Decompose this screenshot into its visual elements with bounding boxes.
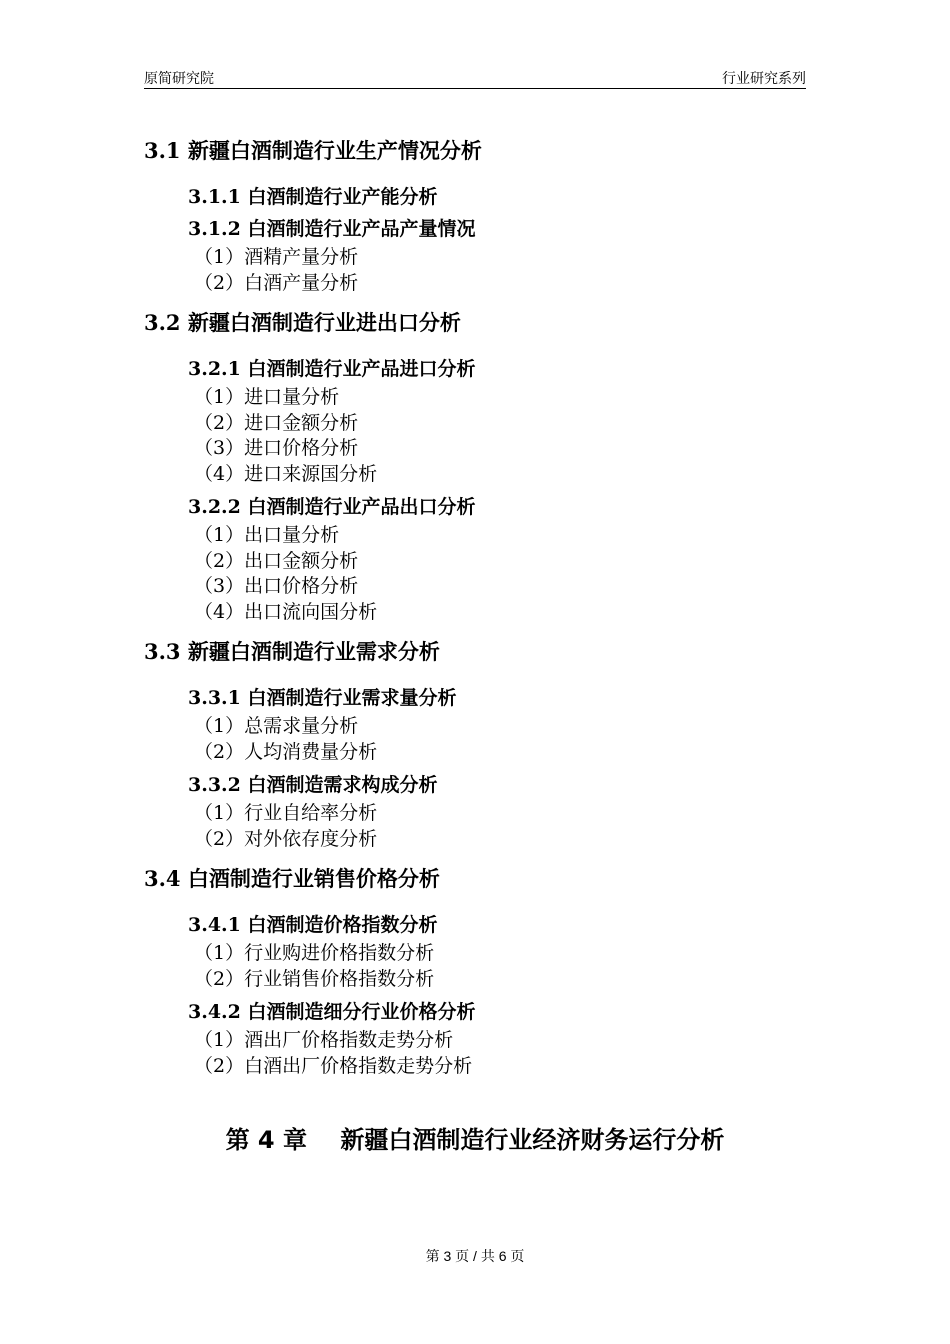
subsection-heading: 3.2.2 白酒制造行业产品出口分析	[188, 496, 476, 518]
toc-item: （1）行业购进价格指数分析	[194, 942, 435, 964]
subsection-heading: 3.4.1 白酒制造价格指数分析	[188, 914, 438, 936]
toc-item: （1）酒精产量分析	[194, 246, 359, 268]
toc-item: （2）进口金额分析	[194, 411, 359, 434]
toc-item: （3）进口价格分析	[194, 437, 359, 459]
section-heading: 3.1 新疆白酒制造行业生产情况分析	[144, 138, 482, 163]
toc-item: （2）行业销售价格指数分析	[194, 967, 435, 990]
toc-item: （3）出口价格分析	[194, 575, 359, 597]
header-publisher: 原简研究院	[144, 70, 214, 86]
subsection-heading: 3.1.2 白酒制造行业产品产量情况	[188, 218, 476, 240]
toc-item: （1）总需求量分析	[194, 715, 359, 737]
toc-item: （4）出口流向国分析	[194, 600, 378, 623]
subsection-heading: 3.1.1 白酒制造行业产能分析	[188, 186, 438, 208]
toc-item: （2）人均消费量分析	[194, 740, 378, 763]
subsection-heading: 3.4.2 白酒制造细分行业价格分析	[188, 1001, 476, 1023]
toc-item: （1）行业自给率分析	[194, 802, 378, 824]
table-of-contents	[144, 134, 806, 1079]
toc-item: （1）进口量分析	[194, 386, 340, 408]
section-heading: 3.2 新疆白酒制造行业进出口分析	[144, 310, 461, 335]
page-header	[144, 66, 806, 89]
subsection-heading: 3.3.2 白酒制造需求构成分析	[188, 774, 438, 796]
chapter-heading: 第 4 章 新疆白酒制造行业经济财务运行分析	[225, 1126, 725, 1154]
toc-item: （2）对外依存度分析	[194, 827, 378, 850]
toc-item: （2）白酒出厂价格指数走势分析	[194, 1054, 473, 1077]
subsection-heading: 3.3.1 白酒制造行业需求量分析	[188, 687, 457, 709]
toc-item: （4）进口来源国分析	[194, 462, 378, 485]
section-heading: 3.4 白酒制造行业销售价格分析	[144, 866, 440, 891]
toc-item: （2）白酒产量分析	[194, 271, 359, 294]
toc-item: （1）出口量分析	[194, 524, 340, 546]
toc-item: （2）出口金额分析	[194, 549, 359, 572]
page-footer: 第 3 页 / 共 6 页	[425, 1248, 525, 1264]
toc-item: （1）酒出厂价格指数走势分析	[194, 1029, 454, 1051]
subsection-heading: 3.2.1 白酒制造行业产品进口分析	[188, 358, 476, 380]
header-series: 行业研究系列	[722, 70, 806, 86]
section-heading: 3.3 新疆白酒制造行业需求分析	[144, 639, 440, 664]
